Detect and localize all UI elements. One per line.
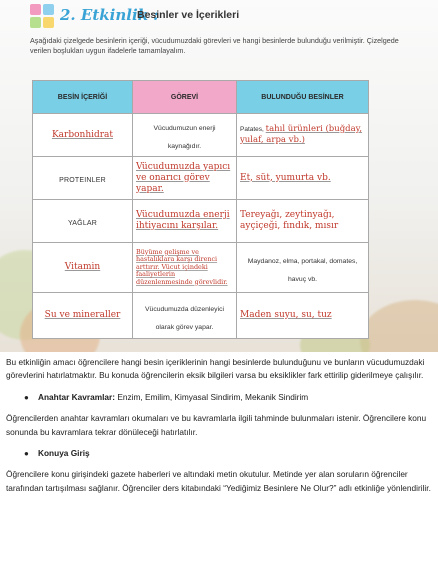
vegetable-background [360, 300, 438, 352]
cell-duty [133, 293, 237, 339]
printed-text: Vücudumuzda düzenleyici olarak görev yapar. [145, 305, 224, 331]
cell-duty [133, 200, 237, 243]
table-row [33, 243, 369, 293]
handwritten-answer: Büyüme gelişme ve hastalıklara karşı direnci arttırır. Vücut içindeki faaliyetlerin düzenlenmesinde görevlidir. [136, 247, 228, 286]
intro-paragraph: Bu etkinliğin amacı öğrencilere hangi besin içeriklerinin hangi besinlerde bulunduğunu ve bunların vücudumuzdaki görevlerini hatırlatmaktır. Bu konuda öğrencilerin eksik bilgileri varsa bu eksiklikler fark ettirilip giderilmeye çalışılır. [6, 357, 425, 381]
bullet-icon: ● [24, 392, 29, 402]
cell-content [33, 243, 133, 293]
cell-duty [133, 157, 237, 200]
handwritten-answer: Vitamin [64, 262, 101, 272]
cell-found [237, 157, 369, 200]
table-row [33, 114, 369, 157]
handwritten-answer: tahıl ürünleri (buğday, yulaf, arpa vb.) [240, 124, 363, 145]
cell-found [237, 114, 369, 157]
handwritten-answer: Maden suyu, su, tuz [240, 310, 332, 320]
table-row [33, 200, 369, 243]
activity-title: Besinler ve İçerikleri [137, 9, 240, 21]
printed-text: Maydanoz, elma, portakal, domates, havuç vb. [247, 257, 358, 283]
table-header-row [33, 81, 369, 114]
motivation-paragraph: Öğrencilere konu girişindeki gazete haberleri ve altındaki metin okutulur. Metinde yer alan soruların öğrenciler tarafından tartışılması sağlanır. Öğrenciler ders kitabındaki “Yediğimiz Besinlere Ne Olur?” adlı etkinliğe yönlendirilir. [6, 469, 431, 493]
cell-duty [133, 243, 237, 293]
activity-number: 2. Etkinlik : [60, 6, 159, 24]
header-found-in: BULUNDUĞU BESİNLER [237, 81, 369, 114]
cell-duty [133, 114, 237, 157]
cell-content [33, 293, 133, 339]
mixed-text [240, 124, 365, 146]
cell-content [33, 114, 133, 157]
handwritten-answer: Tereyağı, zeytinyağı, ayçiçeği, fındık, mısır [240, 210, 339, 231]
cell-found [237, 243, 369, 293]
keywords-paragraph: Öğrencilerden anahtar kavramları okumaları ve bu kavramlarla ilgili tahminde bulunmaları istenir. Öğrencilere konu sonunda bu kavramlara tekrar dönüleceği hatırlatılır. [6, 413, 427, 437]
printed-text: Vücudumuzun enerji kaynağıdır. [153, 125, 216, 150]
header-nutrient-content: BESİN İÇERİĞİ [33, 81, 133, 114]
handwritten-answer: Et, süt, yumurta vb. [240, 172, 331, 183]
printed-text: PROTEINLER [59, 177, 106, 184]
cell-found [237, 293, 369, 339]
activity-instructions: Aşağıdaki çizelgede besinlerin içeriği, vücudumuzdaki görevleri ve hangi besinlerde bulunduğu verilmiştir. Çizelgede verilen boşlukları uygun ifadelerle tamamlayalım. [30, 36, 399, 55]
guide-text [6, 356, 432, 503]
keywords-heading: Anahtar Kavramlar: [38, 391, 116, 402]
cell-content [33, 157, 133, 200]
keywords-line [38, 391, 308, 404]
table-row [33, 157, 369, 200]
activity-logo-icon [30, 4, 54, 28]
keywords-list: Enzim, Emilim, Kimyasal Sindirim, Mekanik Sindirim [117, 391, 309, 402]
handwritten-answer: Karbonhidrat [51, 129, 114, 140]
handwritten-answer: Vücudumuzda enerji ihtiyacını karşılar. [136, 210, 230, 231]
header-duty: GÖREVİ [133, 81, 237, 114]
motivation-bullet [24, 447, 432, 460]
keywords-bullet [24, 391, 432, 404]
cell-content [33, 200, 133, 243]
table-row [33, 293, 369, 339]
printed-text: YAĞLAR [67, 220, 98, 227]
motivation-heading: Konuya Giriş [38, 448, 90, 459]
handwritten-answer: Vücudumuzda yapıcı ve onarıcı görev yapar. [136, 161, 231, 194]
bullet-icon: ● [24, 449, 29, 459]
handwritten-answer: Su ve mineraller [44, 310, 121, 320]
cell-found [237, 200, 369, 243]
printed-text: Patates, [240, 126, 264, 133]
nutrient-table [32, 80, 369, 339]
